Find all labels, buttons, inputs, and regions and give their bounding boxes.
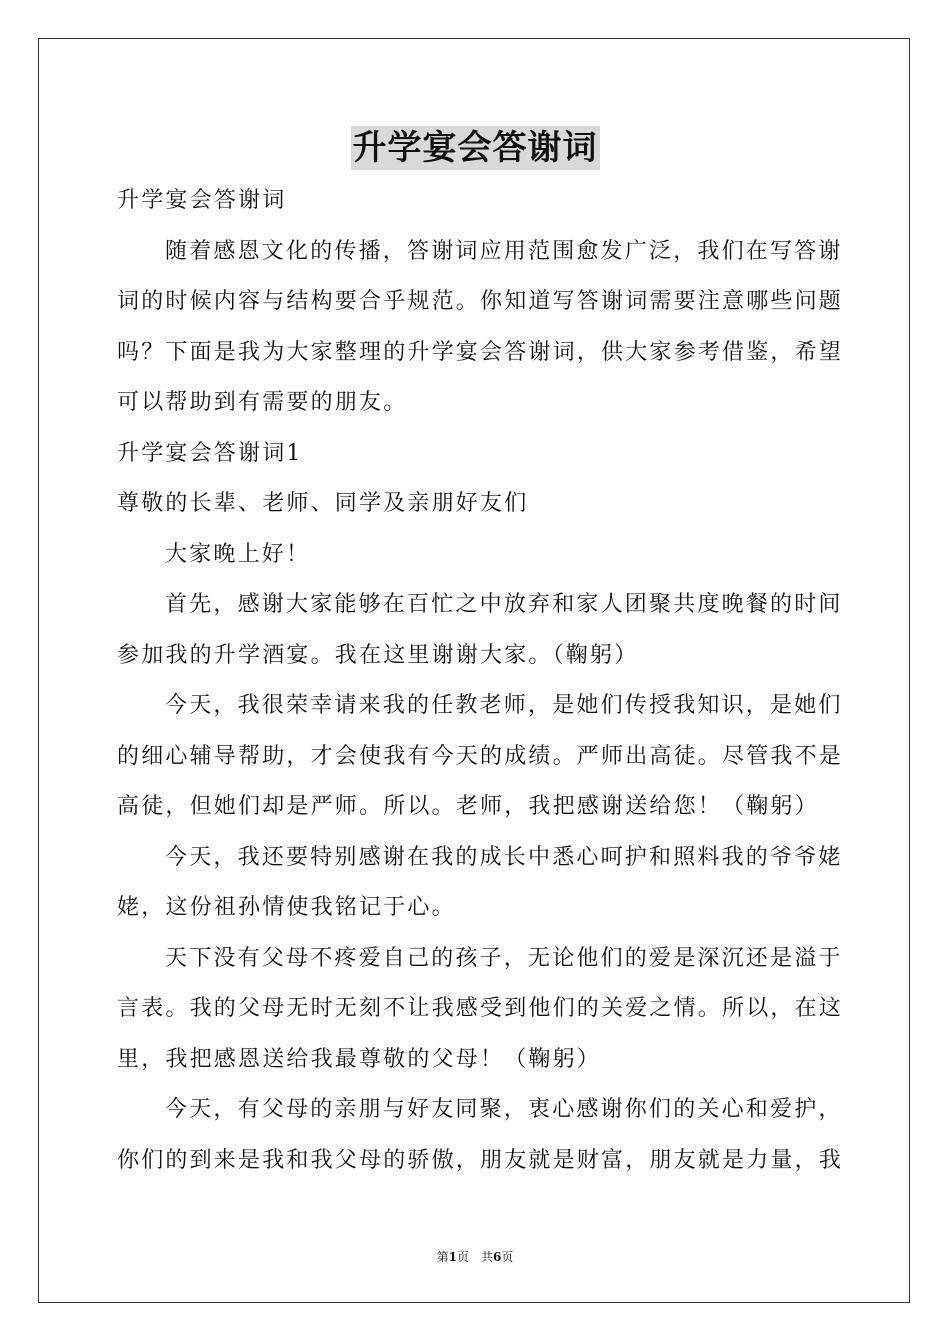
text-line: 大家晚上好！ [165,541,311,567]
document-title: 升学宴会答谢词 [352,128,598,168]
title-container [0,126,950,170]
text-line: 参加我的升学酒宴。我在这里谢谢大家。（鞠躬） [117,642,639,668]
text-line: 的细心辅导帮助，才会使我有今天的成绩。严师出高徒。尽管我不是 [117,743,844,769]
text-line: 你们的到来是我和我父母的骄傲，朋友就是财富，朋友就是力量，我 [117,1147,844,1173]
text-line: 今天，我还要特别感谢在我的成长中悉心呵护和照料我的爷爷姥 [165,844,843,870]
text-line: 高徒，但她们却是严师。所以。老师，我把感谢送给您！（鞠躬） [117,794,819,819]
text-line: 吗？下面是我为大家整理的升学宴会答谢词，供大家参考借鉴，希望 [117,339,844,365]
text-line: 可以帮助到有需要的朋友。 [117,390,408,415]
text-line: 升学宴会答谢词1 [117,440,303,466]
text-line: 词的时候内容与结构要合乎规范。你知道写答谢词需要注意哪些问题 [117,289,844,314]
text-line: 言表。我的父母无时无刻不让我感受到他们的关爱之情。所以，在这 [117,996,844,1021]
text-line: 升学宴会答谢词 [117,188,287,213]
text-line: 天下没有父母不疼爱自己的孩子，无论他们的爱是深沉还是溢于 [165,945,843,971]
footer-page-current: 1 [448,1250,457,1264]
footer-page-mid: 页 共 [456,1250,493,1264]
text-line: 今天，我很荣幸请来我的任教老师，是她们传授我知识，是她们 [165,693,843,718]
footer-page-total: 6 [493,1250,502,1264]
footer-page-suffix: 页 [501,1250,514,1264]
text-line: 姥，这份祖孙情使我铭记于心。 [117,895,456,920]
text-line: 随着感恩文化的传播，答谢词应用范围愈发广泛，我们在写答谢 [165,238,843,264]
page-footer [0,1248,950,1265]
footer-page-prefix: 第 [436,1250,449,1264]
document-body [117,176,844,1186]
text-line: 里，我把感恩送给我最尊敬的父母！（鞠躬） [117,1046,602,1072]
text-line: 今天，有父母的亲朋与好友同聚，衷心感谢你们的关心和爱护， [165,1097,843,1122]
text-line: 尊敬的长辈、老师、同学及亲朋好友们 [117,491,529,516]
text-line: 首先，感谢大家能够在百忙之中放弃和家人团聚共度晚餐的时间 [165,592,843,617]
